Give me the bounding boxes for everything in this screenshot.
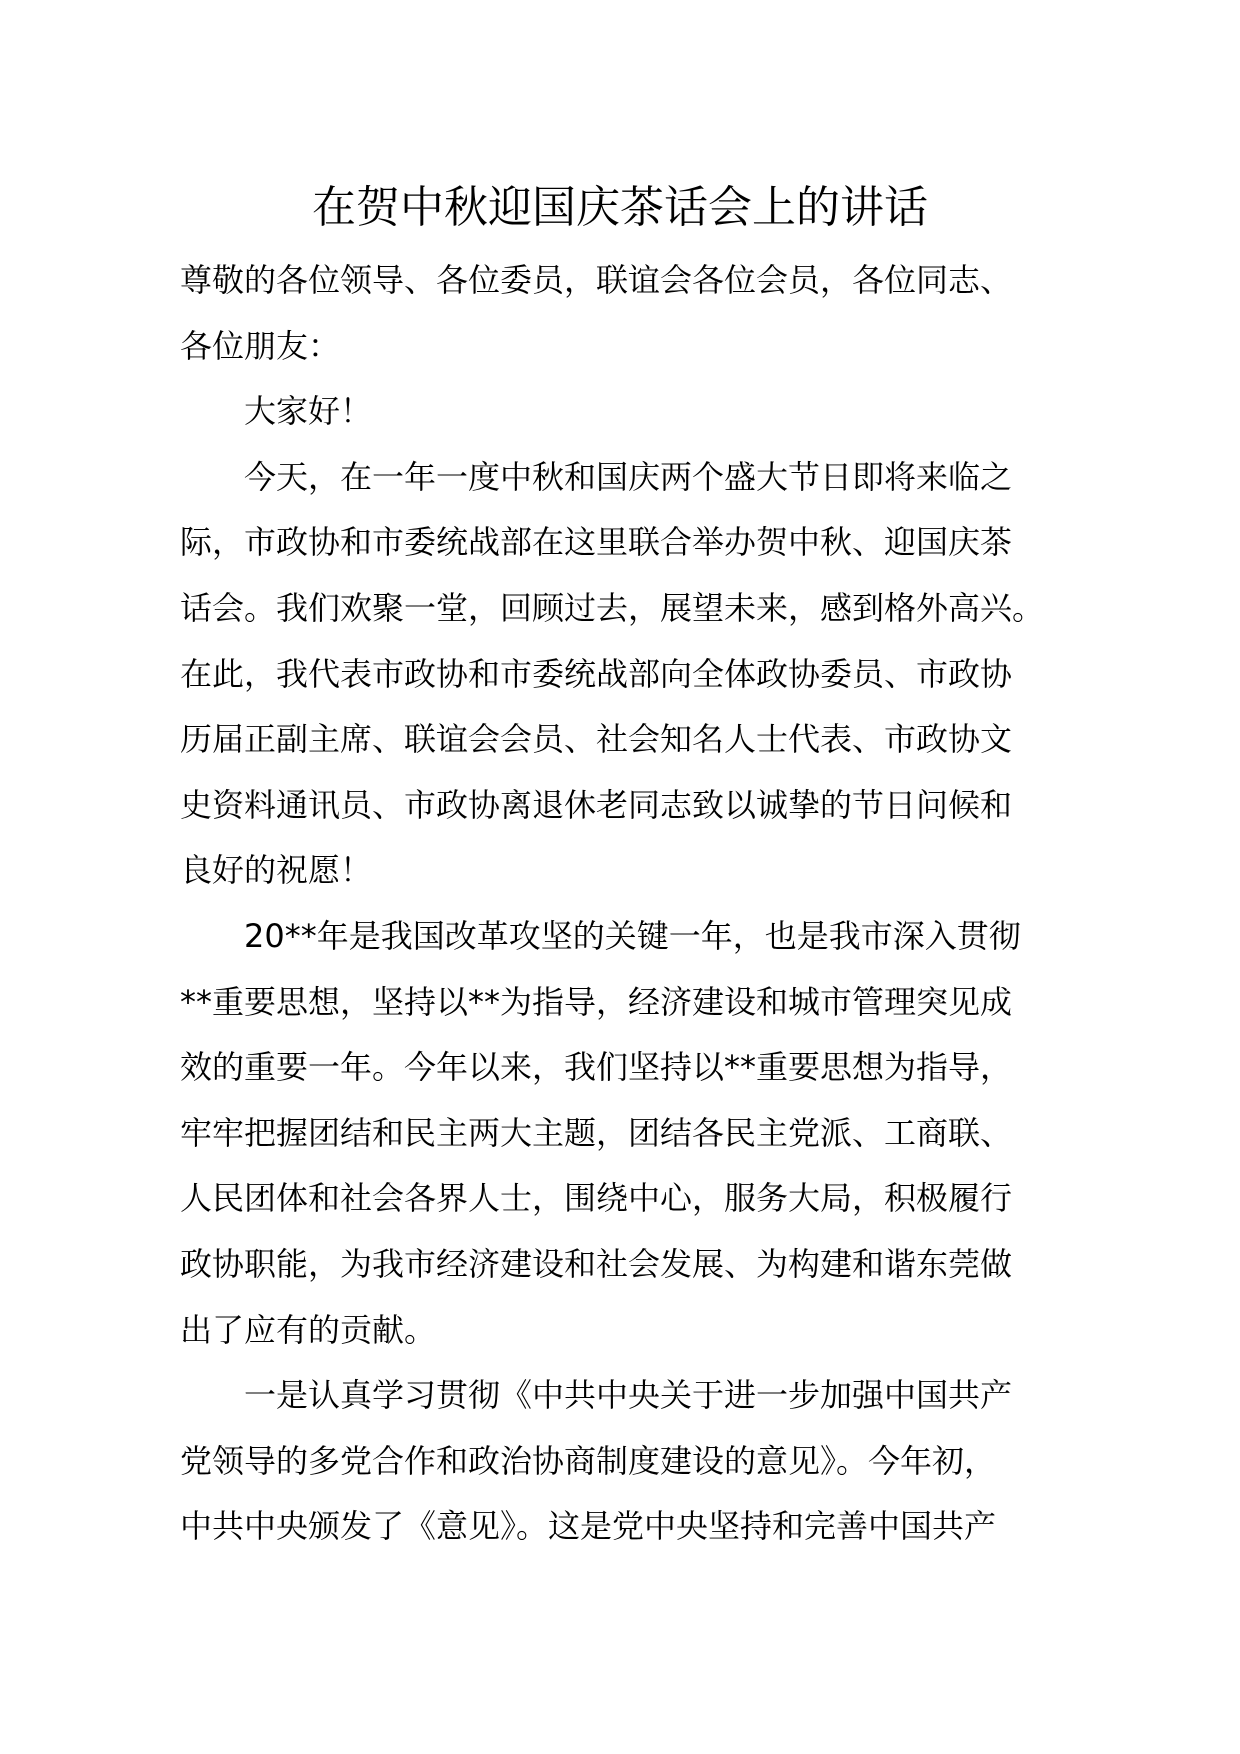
paragraph-line: 政协职能，为我市经济建设和社会发展、为构建和谐东莞做 bbox=[180, 1244, 1013, 1283]
paragraph-first-line: 今天，在一年一度中秋和国庆两个盛大节日即将来临之 bbox=[244, 457, 1013, 496]
paragraph-line: 牢牢把握团结和民主两大主题，团结各民主党派、工商联、 bbox=[180, 1113, 1013, 1152]
document-body bbox=[180, 248, 1100, 1560]
paragraph-first-line: 20**年是我国改革攻坚的关键一年，也是我市深入贯彻 bbox=[244, 916, 1021, 955]
paragraph-line: 良好的祝愿！ bbox=[180, 851, 373, 890]
paragraph-line: 在此，我代表市政协和市委统战部向全体政协委员、市政协 bbox=[180, 654, 1013, 693]
paragraph-first-line: 大家好！ bbox=[244, 392, 373, 431]
paragraph-line: 际，市政协和市委统战部在这里联合举办贺中秋、迎国庆茶 bbox=[180, 523, 1013, 562]
paragraph-line: 效的重要一年。今年以来，我们坚持以**重要思想为指导， bbox=[180, 1048, 1013, 1087]
paragraph-line: 各位朋友： bbox=[180, 326, 341, 365]
paragraph-line: 历届正副主席、联谊会会员、社会知名人士代表、市政协文 bbox=[180, 720, 1013, 759]
paragraph-line: 史资料通讯员、市政协离退休老同志致以诚挚的节日问候和 bbox=[180, 785, 1013, 824]
paragraph-line: 人民团体和社会各界人士，围绕中心，服务大局，积极履行 bbox=[180, 1179, 1013, 1218]
paragraph-line: 党领导的多党合作和政治协商制度建设的意见》。今年初， bbox=[180, 1441, 997, 1480]
document-title: 在贺中秋迎国庆茶话会上的讲话 bbox=[312, 182, 928, 233]
paragraph-first-line: 一是认真学习贯彻《中共中央关于进一步加强中国共产 bbox=[244, 1376, 1013, 1415]
paragraph-line: **重要思想，坚持以**为指导，经济建设和城市管理突见成 bbox=[180, 982, 1013, 1021]
paragraph-line: 出了应有的贡献。 bbox=[180, 1310, 437, 1349]
paragraph-line: 中共中央颁发了《意见》。这是党中央坚持和完善中国共产 bbox=[180, 1507, 997, 1546]
paragraph-line: 尊敬的各位领导、各位委员，联谊会各位会员，各位同志、 bbox=[180, 261, 1013, 299]
paragraph-line: 话会。我们欢聚一堂，回顾过去，展望未来，感到格外高兴。 bbox=[180, 588, 1045, 627]
